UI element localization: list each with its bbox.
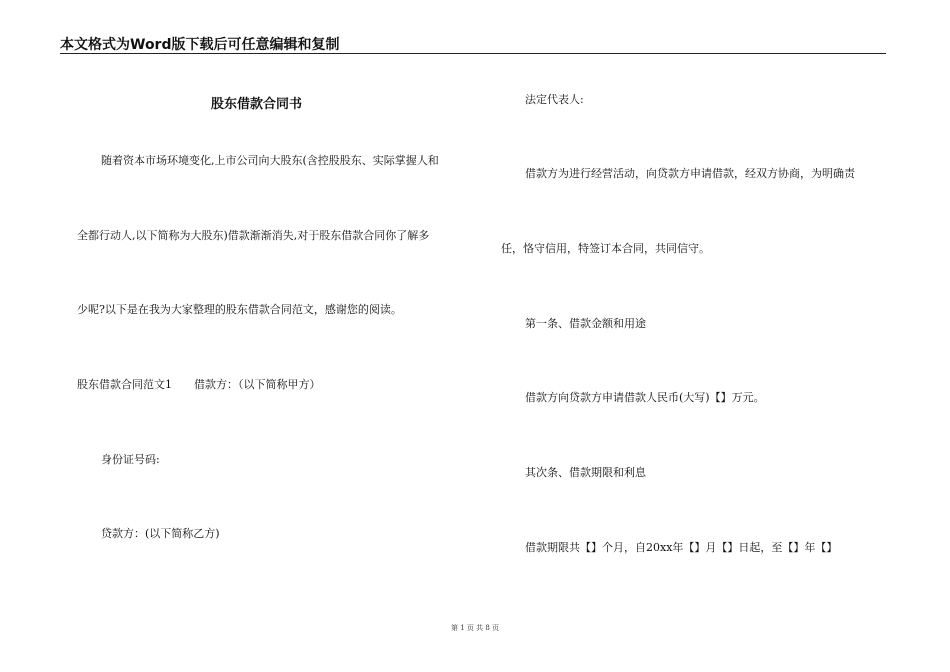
paragraph-line: 少呢?以下是在我为大家整理的股东借款合同范文，感谢您的阅读。 (77, 303, 402, 316)
paragraph-line: 借款方为进行经营活动，向贷款方申请借款，经双方协商，为明确责 (525, 167, 855, 180)
paragraph-line: 借款方向贷款方申请借款人民币(大写)【】万元。 (525, 391, 765, 404)
article-heading: 其次条、借款期限和利息 (525, 466, 646, 479)
article-heading: 第一条、借款金额和用途 (525, 317, 646, 330)
page-number: 第 1 页 共 8 页 (450, 624, 500, 632)
paragraph-line: 借款期限共【】个月，自20xx年【】月【】日起，至【】年【】 (525, 541, 838, 554)
header-title: 本文格式为Word版下载后可任意编辑和复制 (60, 37, 340, 53)
document-title: 股东借款合同书 (211, 97, 303, 112)
paragraph-line: 随着资本市场环境变化,上市公司向大股东(含控股股东、实际掌握人和 (101, 154, 439, 167)
paragraph-line: 全都行动人,以下简称为大股东)借款渐渐消失,对于股东借款合同你了解多 (77, 229, 430, 242)
legal-representative-line: 法定代表人: (525, 93, 584, 106)
right-column (500, 0, 950, 672)
paragraph-line: 任，恪守信用，特签订本合同，共同信守。 (501, 242, 710, 255)
id-number-line: 身份证号码: (101, 453, 160, 466)
lender-line: 贷款方：(以下简称乙方) (101, 527, 220, 540)
contract-heading-line: 股东借款合同范文1 借款方：（以下简称甲方） (77, 378, 321, 391)
